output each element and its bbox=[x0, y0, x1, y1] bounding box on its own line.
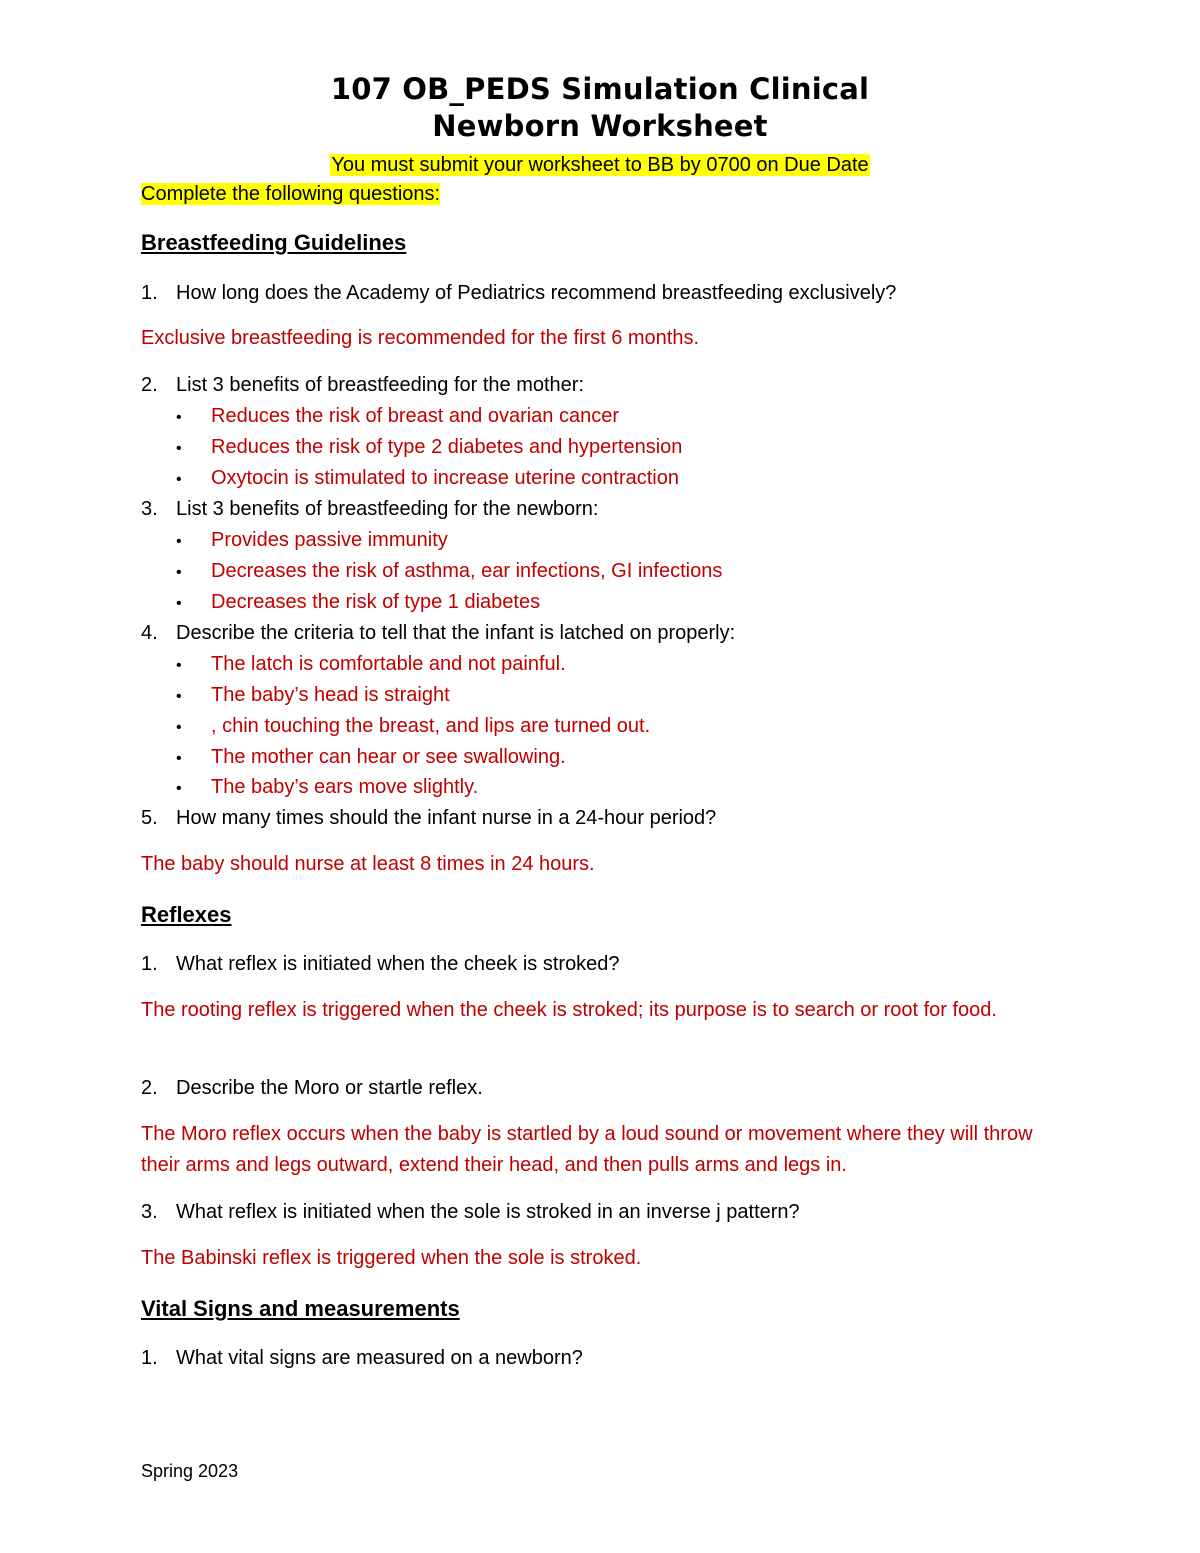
question-reflexes-2 bbox=[141, 1075, 483, 1101]
answer-reflexes-1: The rooting reflex is triggered when the cheek is stroked; its purpose is to search or root for food. bbox=[141, 999, 997, 1021]
question-text: How many times should the infant nurse in a 24-hour period? bbox=[176, 807, 717, 829]
question-text: What vital signs are measured on a newborn? bbox=[176, 1347, 583, 1369]
answer-reflexes-2: The Moro reflex occurs when the baby is startled by a loud sound or movement where they will throw their arms and legs outward, extend their head, and then pulls arms and legs in. bbox=[141, 1123, 1033, 1176]
bullet-text: The baby’s ears move slightly. bbox=[211, 776, 479, 798]
submission-notice-text: You must submit your worksheet to BB by 0700 on Due Date bbox=[331, 154, 869, 176]
bullet-icon: • bbox=[176, 750, 182, 767]
answer-bullet bbox=[176, 589, 540, 617]
bullet-text: Decreases the risk of asthma, ear infections, GI infections bbox=[211, 560, 723, 582]
bullet-text: Provides passive immunity bbox=[211, 529, 448, 551]
answer-reflexes-3: The Babinski reflex is triggered when the sole is stroked. bbox=[141, 1247, 642, 1269]
answer-breastfeeding-5: The baby should nurse at least 8 times in 24 hours. bbox=[141, 853, 595, 875]
answer-bullet bbox=[176, 651, 566, 679]
answer-bullet bbox=[176, 403, 619, 431]
question-number: 1. bbox=[141, 282, 158, 304]
bullet-text: Reduces the risk of type 2 diabetes and hypertension bbox=[211, 436, 683, 458]
answer-bullet bbox=[176, 465, 679, 493]
bullet-text: The mother can hear or see swallowing. bbox=[211, 746, 566, 768]
question-breastfeeding-3 bbox=[141, 496, 599, 522]
answer-bullet bbox=[176, 434, 682, 462]
question-number: 4. bbox=[141, 622, 158, 644]
question-text: Describe the criteria to tell that the infant is latched on properly: bbox=[176, 622, 736, 644]
instructions-text: Complete the following questions: bbox=[141, 183, 441, 205]
question-text: Describe the Moro or startle reflex. bbox=[176, 1077, 483, 1099]
answer-bullet bbox=[176, 558, 722, 586]
submission-notice bbox=[0, 152, 1200, 178]
question-number: 2. bbox=[141, 374, 158, 396]
question-breastfeeding-4 bbox=[141, 620, 735, 646]
bullet-icon: • bbox=[176, 688, 182, 705]
page-footer: Spring 2023 bbox=[141, 1461, 239, 1481]
question-breastfeeding-2 bbox=[141, 372, 584, 398]
answer-breastfeeding-1: Exclusive breastfeeding is recommended for the first 6 months. bbox=[141, 327, 700, 349]
bullet-text: The latch is comfortable and not painful. bbox=[211, 653, 566, 675]
question-reflexes-3 bbox=[141, 1199, 800, 1225]
answer-bullet bbox=[176, 713, 650, 741]
question-text: List 3 benefits of breastfeeding for the mother: bbox=[176, 374, 585, 396]
page-title-line1: 107 OB_PEDS Simulation Clinical bbox=[330, 72, 870, 106]
answer-bullet bbox=[176, 682, 450, 710]
question-breastfeeding-5 bbox=[141, 805, 716, 831]
bullet-text: Decreases the risk of type 1 diabetes bbox=[211, 591, 541, 613]
question-number: 1. bbox=[141, 1347, 158, 1369]
section-heading-breastfeeding: Breastfeeding Guidelines bbox=[141, 230, 407, 255]
bullet-icon: • bbox=[176, 657, 182, 674]
question-text: What reflex is initiated when the sole is stroked in an inverse j pattern? bbox=[176, 1201, 800, 1223]
bullet-text: Reduces the risk of breast and ovarian cancer bbox=[211, 405, 619, 427]
answer-bullet bbox=[176, 774, 478, 802]
instructions bbox=[141, 181, 440, 207]
bullet-icon: • bbox=[176, 564, 182, 581]
question-number: 5. bbox=[141, 807, 158, 829]
section-heading-reflexes: Reflexes bbox=[141, 902, 232, 927]
bullet-icon: • bbox=[176, 409, 182, 426]
question-vitals-1 bbox=[141, 1345, 583, 1371]
question-text: List 3 benefits of breastfeeding for the newborn: bbox=[176, 498, 599, 520]
bullet-text: , chin touching the breast, and lips are turned out. bbox=[211, 715, 651, 737]
bullet-icon: • bbox=[176, 780, 182, 797]
section-heading-vitals: Vital Signs and measurements bbox=[141, 1296, 460, 1321]
bullet-text: Oxytocin is stimulated to increase uterine contraction bbox=[211, 467, 679, 489]
bullet-icon: • bbox=[176, 440, 182, 457]
question-number: 3. bbox=[141, 498, 158, 520]
bullet-icon: • bbox=[176, 719, 182, 736]
question-text: How long does the Academy of Pediatrics recommend breastfeeding exclusively? bbox=[176, 282, 897, 304]
bullet-text: The baby’s head is straight bbox=[211, 684, 450, 706]
answer-bullet bbox=[176, 527, 448, 555]
bullet-icon: • bbox=[176, 471, 182, 488]
question-text: What reflex is initiated when the cheek is stroked? bbox=[176, 953, 620, 975]
question-reflexes-1 bbox=[141, 951, 620, 977]
answer-bullet bbox=[176, 744, 566, 772]
question-number: 3. bbox=[141, 1201, 158, 1223]
page-title-line2: Newborn Worksheet bbox=[432, 109, 768, 143]
bullet-icon: • bbox=[176, 595, 182, 612]
question-breastfeeding-1 bbox=[141, 280, 896, 306]
question-number: 1. bbox=[141, 953, 158, 975]
bullet-icon: • bbox=[176, 533, 182, 550]
question-number: 2. bbox=[141, 1077, 158, 1099]
